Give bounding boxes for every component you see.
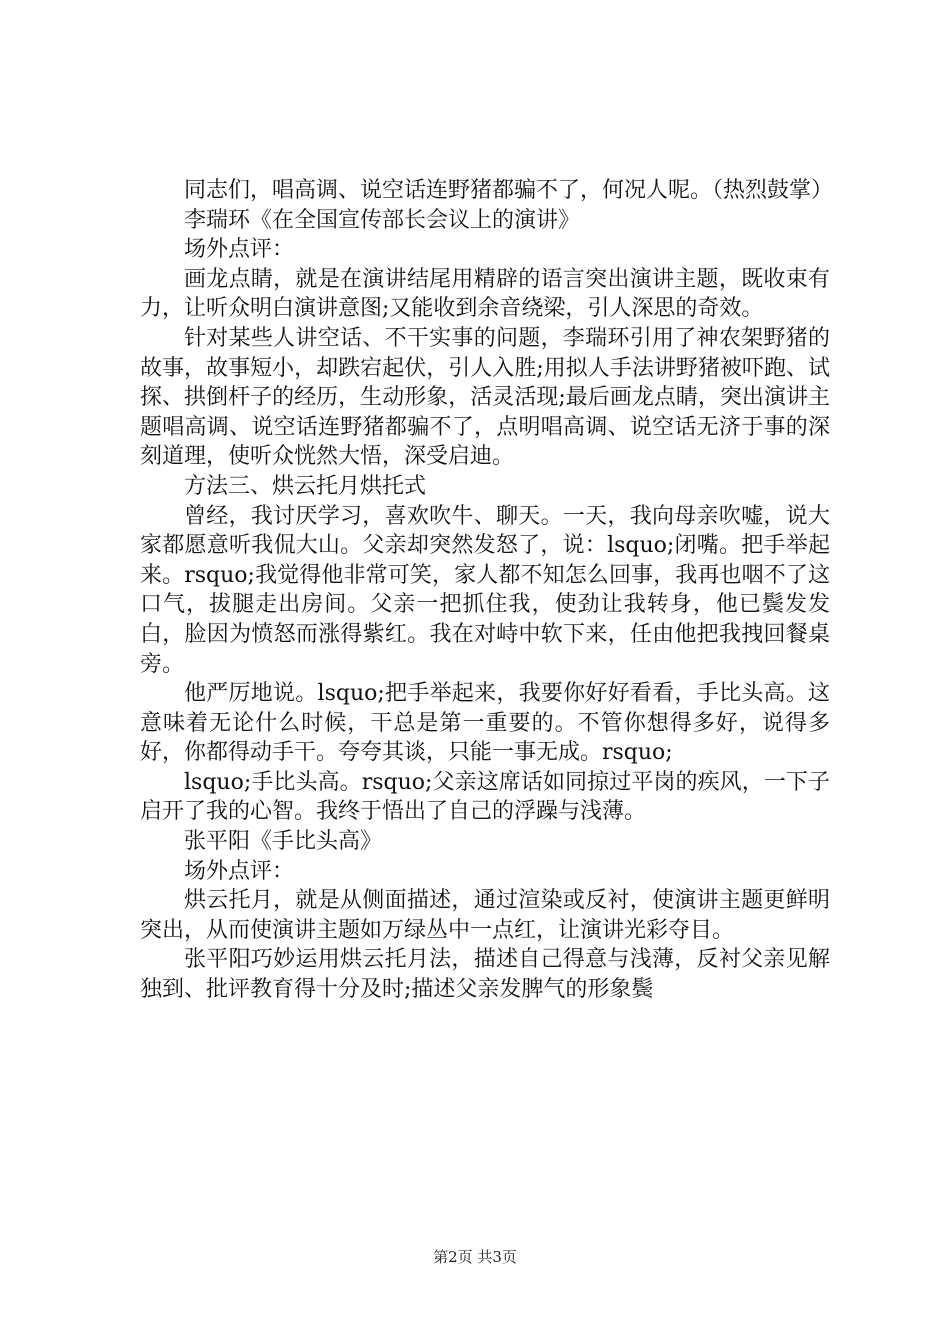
paragraph-commentary-heading-2: 场外点评： xyxy=(184,858,295,884)
paragraph-commentary-definition-2: 烘云托月，就是从侧面描述，通过渲染或反衬，使演讲主题更鲜明突出，从而使演讲主题如万绿丛中一点红，让演讲光彩夺目。 xyxy=(140,888,830,943)
paragraph-story-part-three: lsquo;手比头高。rsquo;父亲这席话如同掠过平岗的疾风，一下子启开了我的心智。我终于悟出了自己的浮躁与浅薄。 xyxy=(140,769,830,825)
paragraph-source-li-ruihuan: 李瑞环《在全国宣传部长会议上的演讲》 xyxy=(184,207,581,233)
section-heading-method-three: 方法三、烘云托月烘托式 xyxy=(184,473,427,499)
paragraph-story-part-two: 他严厉地说。lsquo;把手举起来，我要你好好看看，手比头高。这意味着无论什么时候，干总是第一重要的。不管你想得多好，说得多好，你都得动手干。夸夸其谈，只能一事无成。rsquo; xyxy=(140,681,830,766)
paragraph-commentary-analysis-2: 张平阳巧妙运用烘云托月法，描述自己得意与浅薄，反衬父亲见解独到、批评教育得十分及时;描述父亲发脾气的形象鬓 xyxy=(140,947,830,1003)
paragraph-commentary-analysis: 针对某些人讲空话、不干实事的问题，李瑞环引用了神农架野猪的故事，故事短小，却跌宕起伏，引人入胜;用拟人手法讲野猪被吓跑、试探、拱倒杆子的经历，生动形象，活灵活现;最后画龙点睛，突出演讲主题唱高调、说空话连野猪都骗不了，点明唱高调、说空话无济于事的深刻道理，使听众恍然大悟，深受启迪。 xyxy=(140,325,830,470)
paragraph-story-part-one: 曾经，我讨厌学习，喜欢吹牛、聊天。一天，我向母亲吹嘘，说大家都愿意听我侃大山。父亲却突然发怒了，说：lsquo;闭嘴。把手举起来。rsquo;我觉得他非常可笑，家人都不知怎么回事，我再也咽不了这口气，拔腿走出房间。父亲一把抓住我，使劲让我转身，他已鬓发发白，脸因为愤怒而涨得紫红。我在对峙中软下来，任由他把我拽回餐桌旁。 xyxy=(140,503,830,677)
paragraph-source-zhang-pingyang: 张平阳《手比头高》 xyxy=(184,829,383,855)
paragraph-commentary-heading: 场外点评： xyxy=(184,237,295,263)
page-number-footer: 第2页 共3页 xyxy=(433,1248,517,1266)
document-body xyxy=(140,176,834,1005)
paragraph-closing-line: 同志们，唱高调、说空话连野猪都骗不了，何况人呢。（热烈鼓掌） xyxy=(184,178,834,203)
paragraph-commentary-definition: 画龙点睛，就是在演讲结尾用精辟的语言突出演讲主题，既收束有力，让听众明白演讲意图;又能收到余音绕梁，引人深思的奇效。 xyxy=(140,266,830,322)
